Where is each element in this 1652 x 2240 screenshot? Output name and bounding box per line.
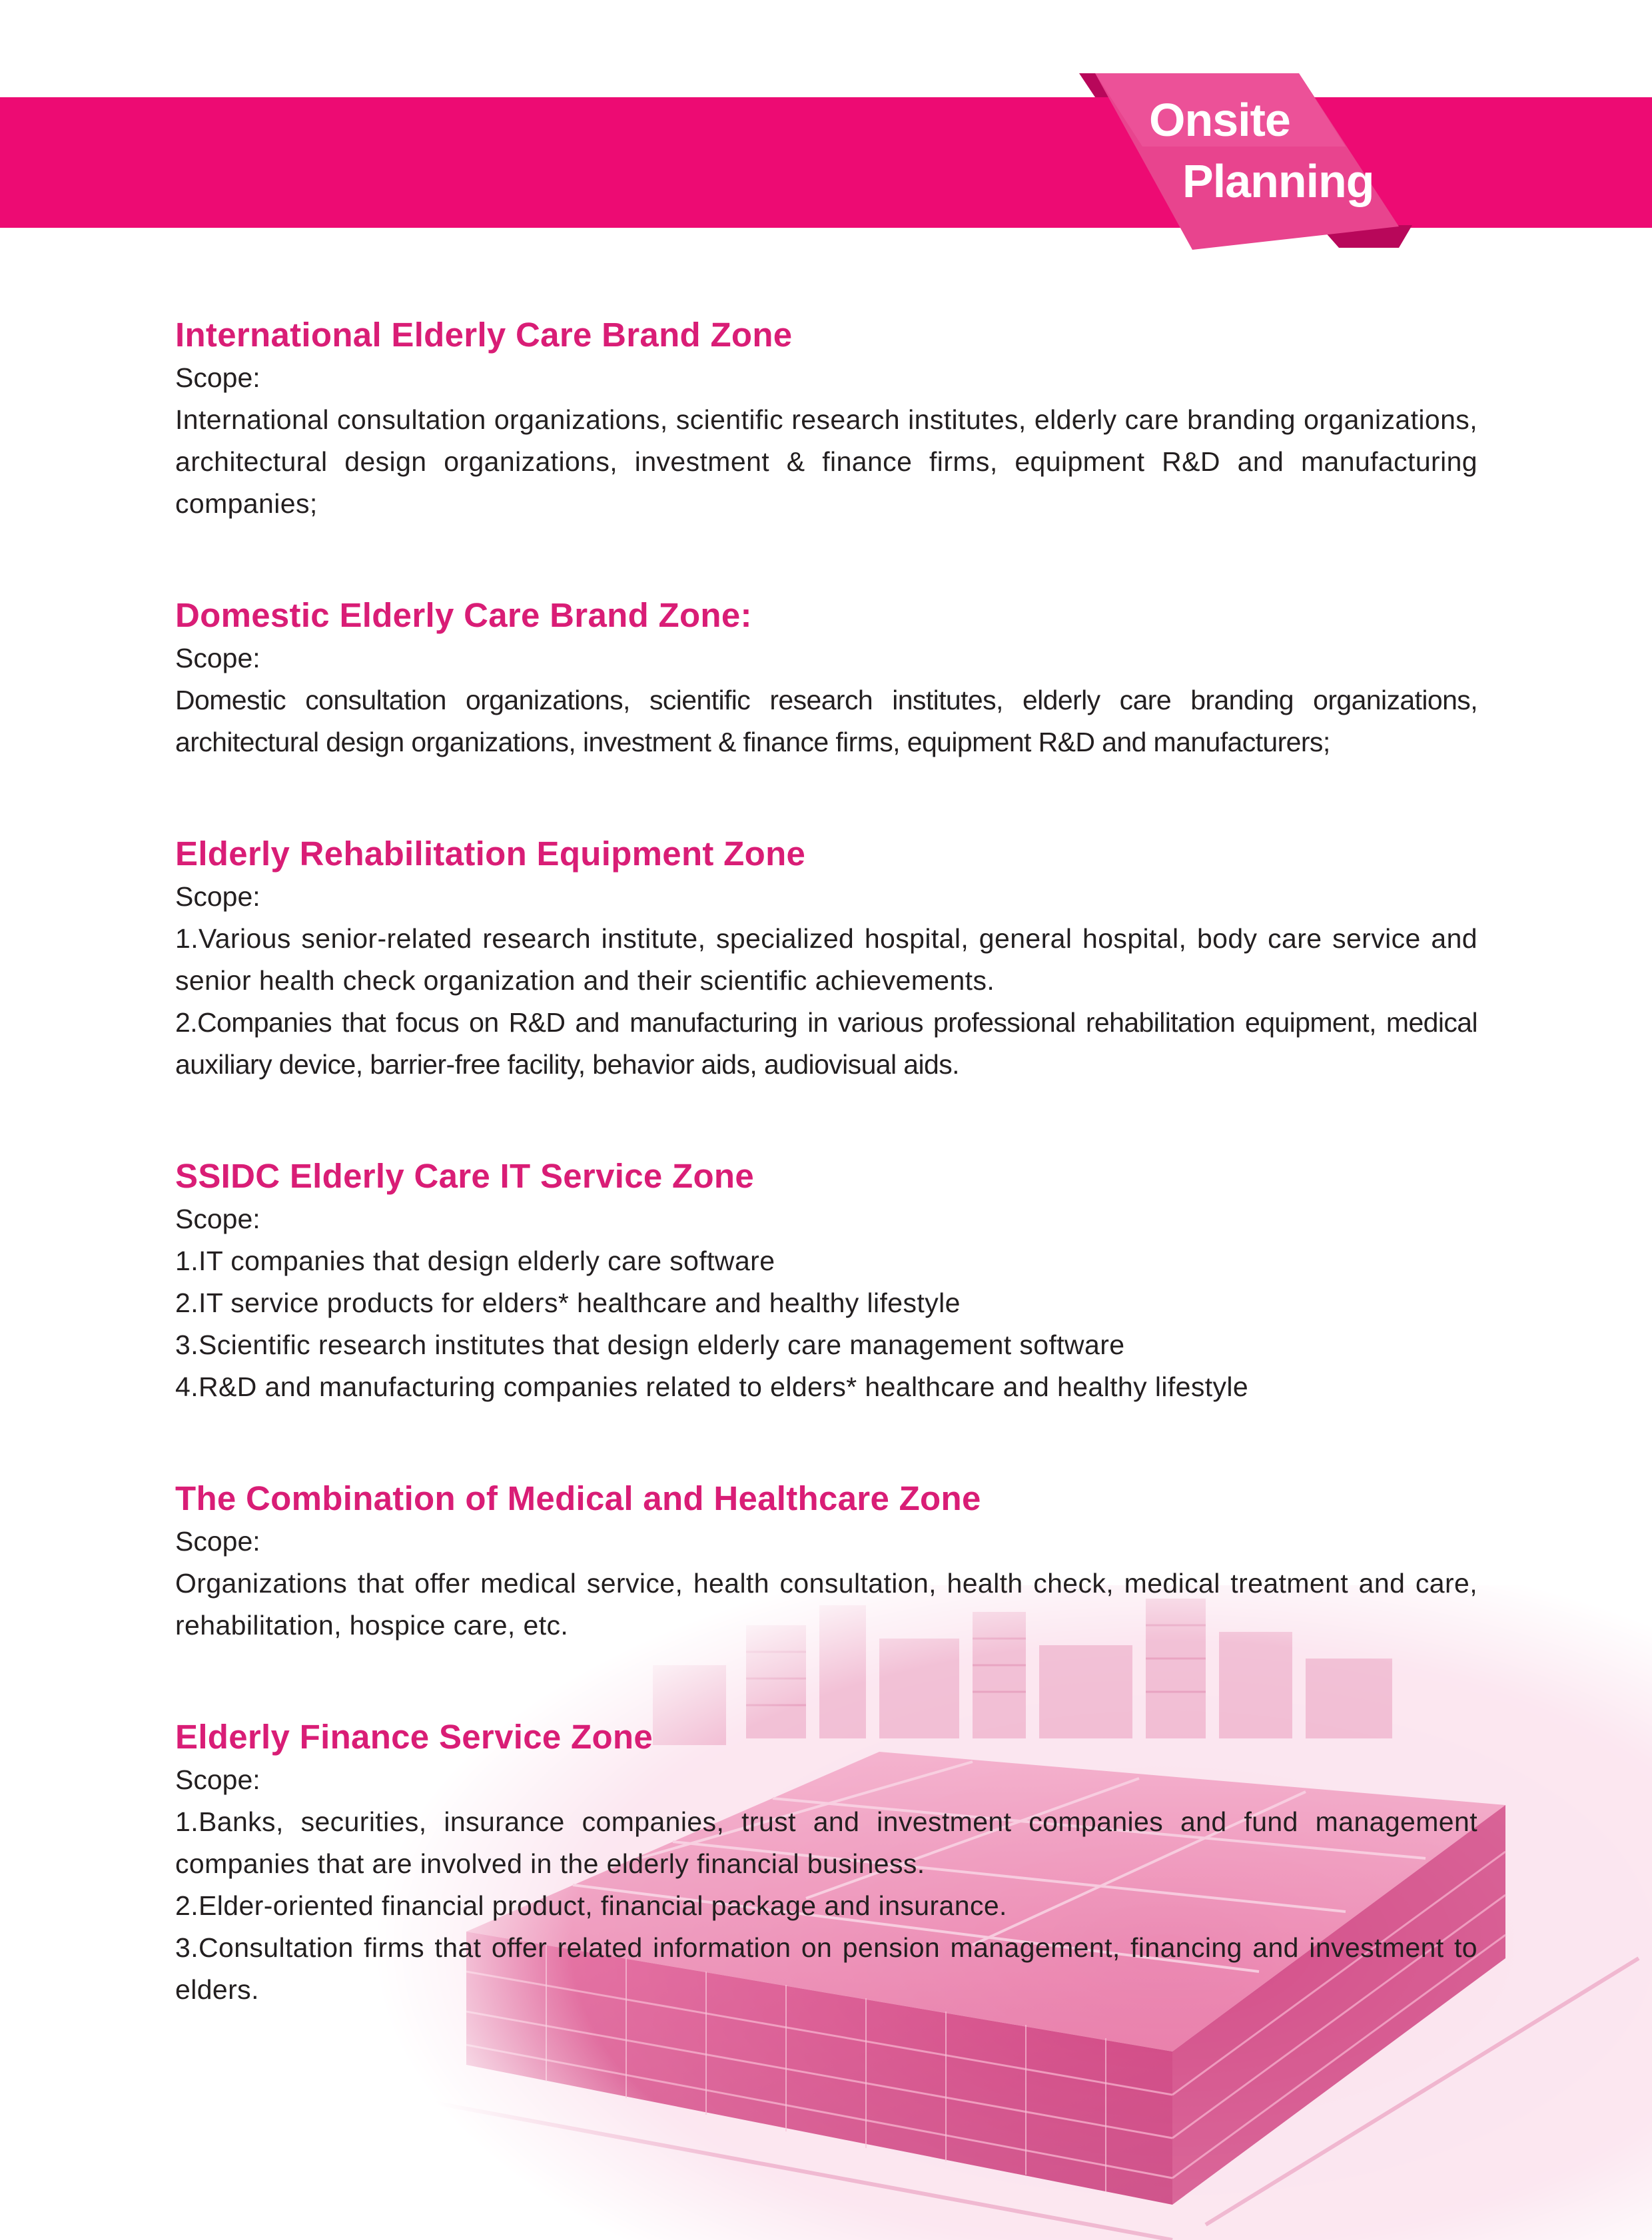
scope-label: Scope: (175, 1526, 260, 1557)
scope-label: Scope: (175, 362, 260, 393)
zone-paragraph: 1.Various senior-related research institute, specialized hospital, general hospital, body care service and senior health check organization and their scientific achievements. (175, 923, 1477, 996)
zone-title: Elderly Finance Service Zone (175, 1718, 653, 1756)
zone-section (175, 1154, 1477, 1408)
zone-section (175, 593, 1477, 763)
zone-section (175, 1715, 1477, 2011)
scope-label: Scope: (175, 881, 260, 912)
zone-paragraph: 2.Companies that focus on R&D and manufacturing in various professional rehabilitation equipment, medical auxiliary device, barrier-free facility, behavior aids, audiovisual aids. (175, 1007, 1477, 1080)
zone-paragraph: 3.Consultation firms that offer related information on pension management, financing and investment to elders. (175, 1932, 1477, 2005)
zone-section (175, 1477, 1477, 1647)
zone-title: SSIDC Elderly Care IT Service Zone (175, 1157, 755, 1195)
zones-list (175, 313, 1477, 2079)
zone-paragraph: 2.IT service products for elders* healthcare and healthy lifestyle (175, 1288, 961, 1318)
zone-title: International Elderly Care Brand Zone (175, 316, 793, 354)
zone-paragraph: Organizations that offer medical service, health consultation, health check, medical treatment and care, rehabilitation, hospice care, etc. (175, 1568, 1477, 1641)
zone-title: The Combination of Medical and Healthcare Zone (175, 1479, 981, 1517)
zone-section (175, 313, 1477, 525)
zone-paragraph: Domestic consultation organizations, scientific research institutes, elderly care branding organizations, architectural design organizations, investment & finance firms, equipment R&D and manufacturers; (175, 685, 1477, 757)
scope-label: Scope: (175, 1764, 260, 1795)
zone-paragraph: 4.R&D and manufacturing companies related to elders* healthcare and healthy lifestyle (175, 1371, 1249, 1402)
zone-paragraph: 3.Scientific research institutes that design elderly care management software (175, 1329, 1125, 1360)
zone-paragraph: 2.Elder-oriented financial product, financial package and insurance. (175, 1890, 1007, 1921)
zone-paragraph: 1.Banks, securities, insurance companies, trust and investment companies and fund management companies that are involved in the elderly financial business. (175, 1806, 1477, 1879)
zone-title: Elderly Rehabilitation Equipment Zone (175, 835, 806, 873)
scope-label: Scope: (175, 643, 260, 673)
zone-section (175, 832, 1477, 1086)
zone-paragraph: International consultation organizations, scientific research institutes, elderly care branding organizations, architectural design organizations, investment & finance firms, equipment R&D and manufacturing companies; (175, 404, 1477, 519)
header-title-line2: Planning (1182, 155, 1374, 207)
scope-label: Scope: (175, 1204, 260, 1234)
header-title-line1: Onsite (1149, 94, 1290, 146)
zone-title: Domestic Elderly Care Brand Zone: (175, 596, 752, 634)
zone-paragraph: 1.IT companies that design elderly care software (175, 1246, 775, 1276)
